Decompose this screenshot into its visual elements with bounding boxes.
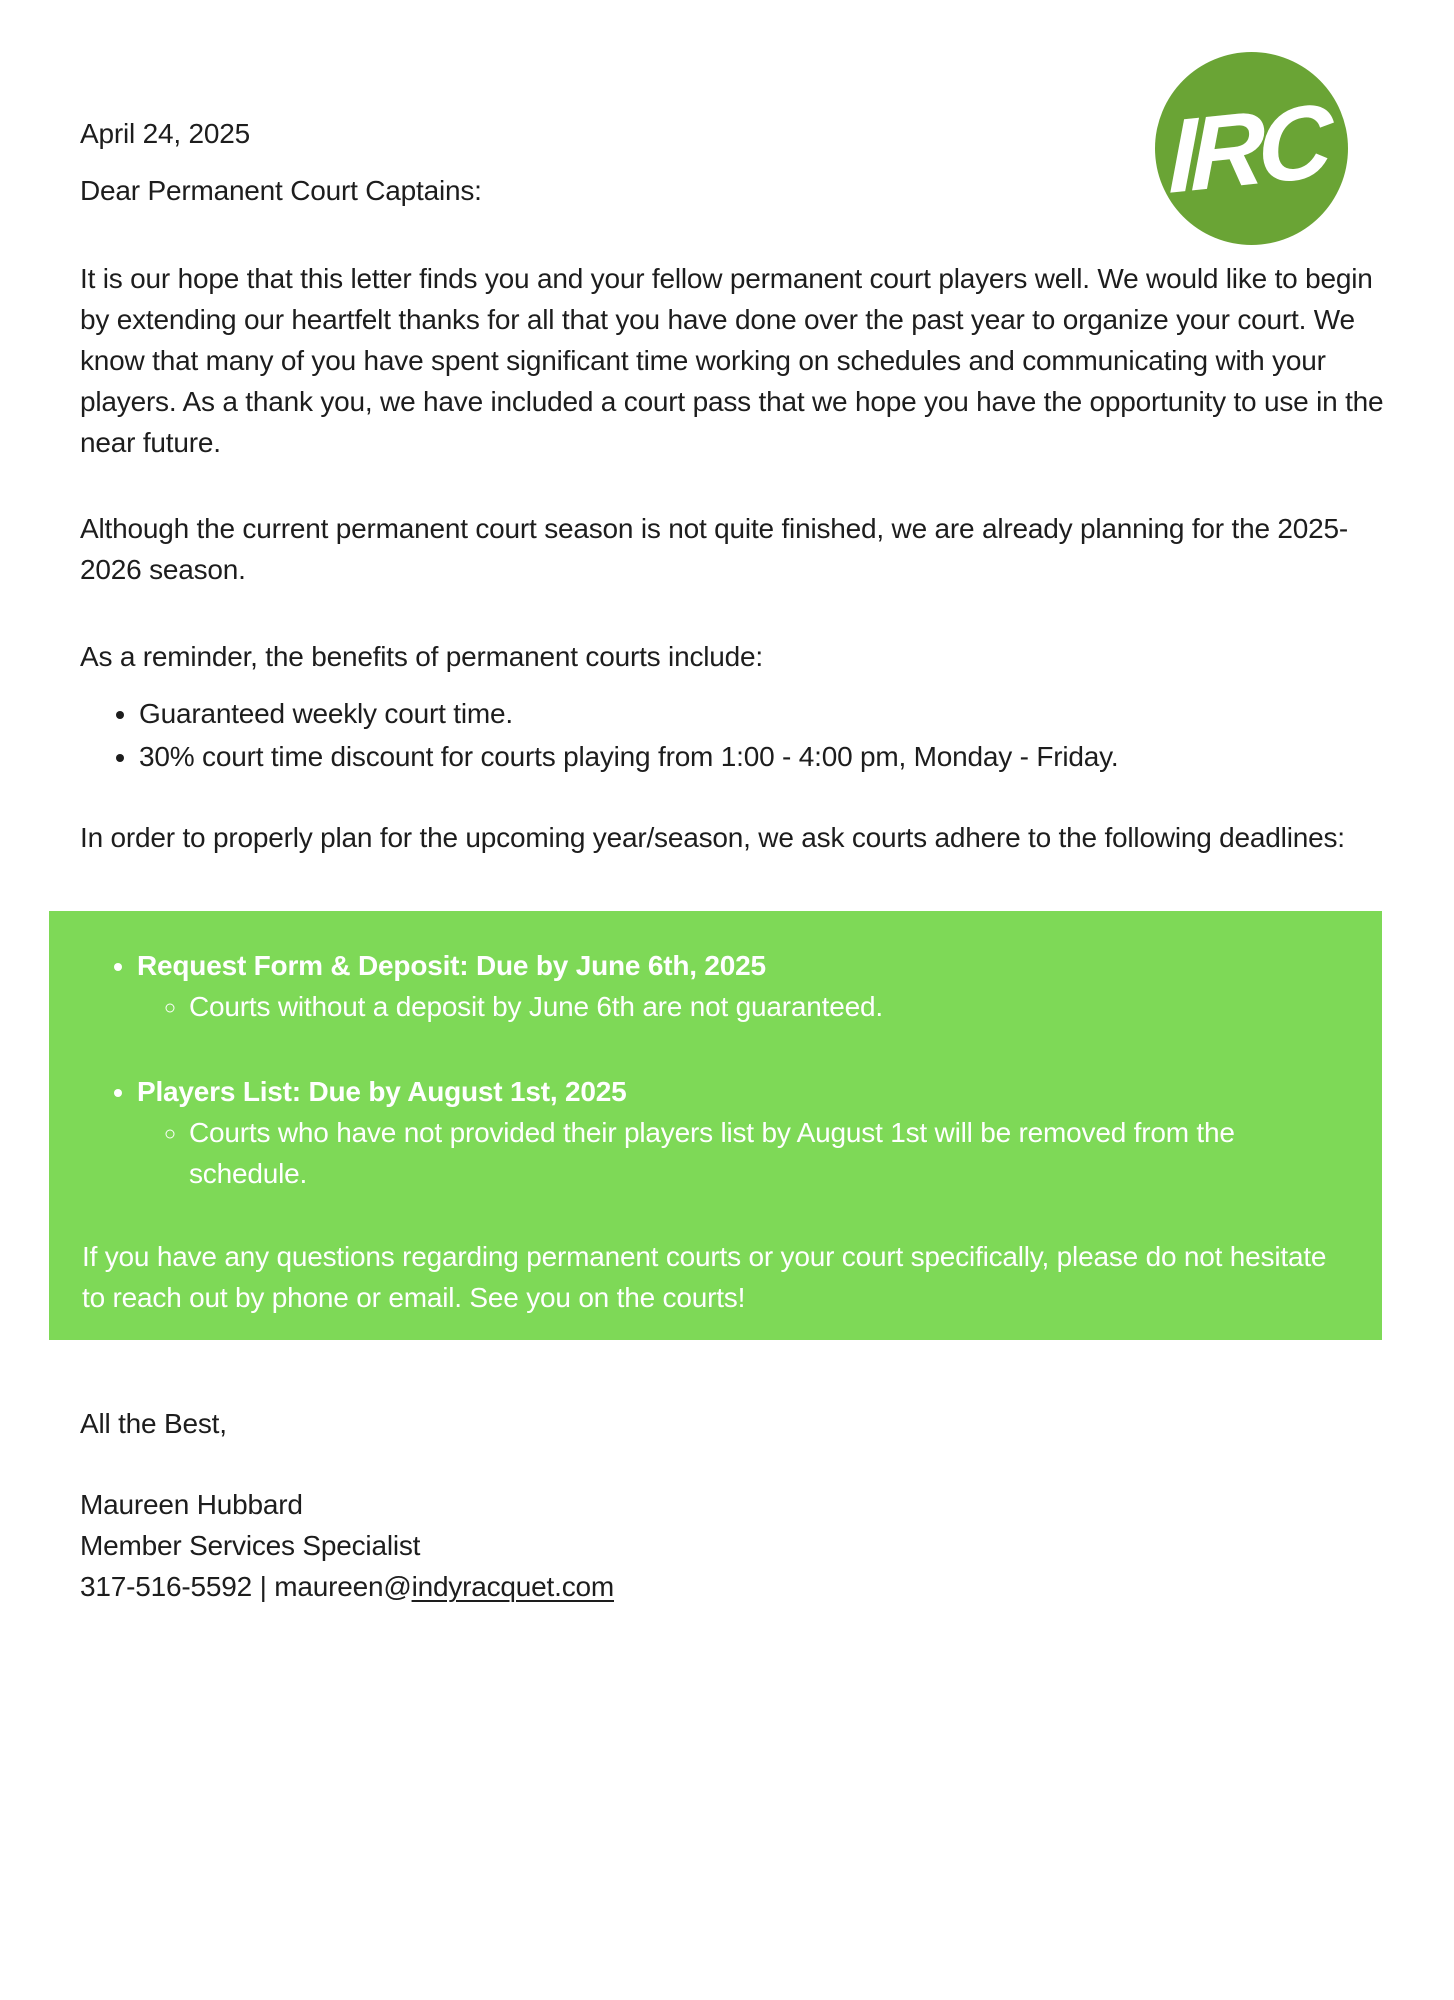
signature-phone: 317-516-5592	[80, 1571, 252, 1602]
highlight-closing-text: If you have any questions regarding permanent courts or your court specifically, please do not hesitate to reach out by phone or email. See you on the courts!	[82, 1241, 1327, 1313]
deadlines-highlight-box	[49, 911, 1382, 1340]
deadline-title: Request Form & Deposit: Due by June 6th, 2025	[137, 950, 766, 981]
signature-separator: |	[251, 1571, 275, 1602]
signature-email-user: maureen@	[274, 1571, 412, 1602]
signature-name: Maureen Hubbard	[80, 1489, 303, 1520]
paragraph-season: Although the current permanent court season is not quite finished, we are already planning for the 2025-2026 season.	[80, 513, 1349, 585]
paragraph-deadlines-intro: In order to properly plan for the upcoming year/season, we ask courts adhere to the following deadlines:	[80, 822, 1345, 853]
paragraph-benefits-intro: As a reminder, the benefits of permanent courts include:	[80, 641, 763, 672]
deadline-notes	[137, 986, 1342, 1027]
signature-contact	[80, 1566, 1390, 1607]
benefit-item: • Guaranteed weekly court time.	[139, 693, 1390, 734]
benefit-item: • 30% court time discount for courts playing from 1:00 - 4:00 pm, Monday - Friday.	[139, 736, 1390, 777]
paragraph-intro: It is our hope that this letter finds you and your fellow permanent court players well. We would like to begin by extending our heartfelt thanks for all that you have done over the past year to organize your court. We know that many of you have spent significant time working on schedules and communicating with your players. As a thank you, we have included a court pass that we hope you have the opportunity to use in the near future.	[80, 263, 1384, 458]
salutation: Dear Permanent Court Captains:	[80, 175, 482, 206]
letter-date: April 24, 2025	[80, 118, 250, 149]
signature-block	[80, 1484, 1390, 1607]
benefits-list	[80, 693, 1390, 777]
deadline-notes	[137, 1112, 1342, 1194]
deadline-note: ◦ Courts who have not provided their players list by August 1st will be removed from the schedule.	[189, 1112, 1342, 1194]
email-link[interactable]: indyracquet.com	[411, 1571, 614, 1602]
deadlines-list	[82, 945, 1342, 1194]
irc-logo-text: IRC	[1168, 82, 1327, 216]
deadline-item	[137, 1071, 1342, 1194]
deadline-item	[137, 945, 1342, 1027]
letter-content	[80, 113, 1390, 1607]
signoff: All the Best,	[80, 1408, 227, 1439]
signature-title: Member Services Specialist	[80, 1530, 421, 1561]
deadline-note: ◦ Courts without a deposit by June 6th are not guaranteed.	[189, 986, 1342, 1027]
deadline-title: Players List: Due by August 1st, 2025	[137, 1076, 627, 1107]
